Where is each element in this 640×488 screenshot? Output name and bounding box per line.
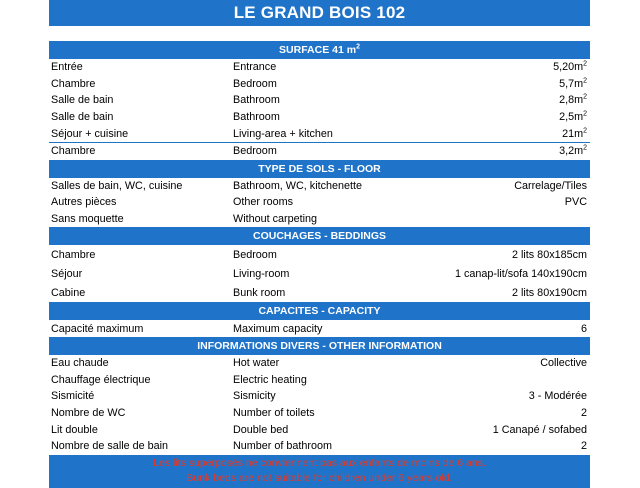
value-text: 5,20m: [553, 61, 584, 74]
value: Carrelage/Tiles: [514, 179, 587, 192]
label-en: Electric heating: [233, 373, 307, 386]
value-sup: 2: [583, 144, 587, 152]
label-en: Hot water: [233, 357, 280, 370]
value: 1 canap-lit/sofa 140x190cm: [454, 267, 587, 280]
label-fr: Chauffage électrique: [51, 373, 151, 386]
value: [559, 78, 587, 90]
label-en: Bathroom, WC, kitchenette: [233, 179, 363, 192]
label-fr: Eau chaude: [51, 357, 109, 370]
table-row: [49, 211, 590, 228]
surface-header-text: SURFACE 41 m: [279, 44, 357, 56]
label-en: Double bed: [233, 423, 289, 436]
label-fr: Chambre: [51, 77, 96, 90]
value: PVC: [564, 196, 587, 209]
property-sheet: [49, 41, 590, 488]
label-fr: Capacité maximum: [51, 322, 144, 335]
page-title: LE GRAND BOIS 102: [49, 0, 590, 26]
value: 1 Canapé / sofabed: [492, 423, 587, 436]
surface-header-sup: 2: [356, 43, 360, 51]
value: Collective: [540, 357, 587, 370]
table-row: [49, 388, 590, 405]
value: [559, 111, 587, 123]
value-sup: 2: [583, 60, 587, 68]
label-fr: Autres pièces: [51, 196, 117, 209]
label-en: Bathroom: [233, 111, 280, 124]
value-text: 2,8m: [559, 94, 584, 107]
value-text: 2,5m: [559, 111, 584, 124]
label-fr: Sismicité: [51, 390, 95, 403]
table-row: [49, 264, 590, 283]
value: 2 lits 80x185cm: [511, 248, 587, 261]
value: 2: [580, 407, 587, 420]
warning-text-fr: Les lits superposés ne conviennent pas aux enfants de moins de 6 ans.: [153, 456, 486, 469]
label-en: Number of bathroom: [233, 440, 333, 453]
section-header-capacity: CAPACITES - CAPACITY: [49, 302, 590, 320]
value: [559, 145, 587, 157]
label-en: Sismicity: [233, 390, 276, 403]
label-fr: Nombre de salle de bain: [51, 440, 169, 453]
label-fr: Séjour: [51, 267, 83, 280]
section-header-surface: [49, 41, 590, 59]
value: 6: [580, 322, 587, 335]
table-row: [49, 194, 590, 211]
table-row: [49, 405, 590, 422]
section-header-floor: TYPE DE SOLS - FLOOR: [49, 160, 590, 178]
table-row: [49, 178, 590, 195]
label-fr: Chambre: [51, 248, 96, 261]
label-fr: Séjour + cuisine: [51, 127, 129, 140]
label-en: Living-room: [233, 267, 290, 280]
label-en: Bedroom: [233, 145, 277, 158]
value-sup: 2: [583, 93, 587, 101]
value-text: 5,7m: [559, 77, 584, 90]
table-row: [49, 59, 590, 76]
value-sup: 2: [583, 110, 587, 118]
label-fr: Cabine: [51, 286, 86, 299]
table-row: [49, 421, 590, 438]
label-fr: Salle de bain: [51, 94, 114, 107]
table-row: [49, 283, 590, 302]
label-en: Other rooms: [233, 196, 293, 209]
section-header-other: INFORMATIONS DIVERS - OTHER INFORMATION: [49, 337, 590, 355]
section-header-beddings: COUCHAGES - BEDDINGS: [49, 227, 590, 245]
label-fr: Salle de bain: [51, 111, 114, 124]
table-row: [49, 142, 590, 160]
value: [562, 128, 587, 140]
label-fr: Entrée: [51, 61, 83, 74]
value-sup: 2: [583, 127, 587, 135]
label-en: Maximum capacity: [233, 322, 323, 335]
value: 2: [580, 440, 587, 453]
label-en: Bathroom: [233, 94, 280, 107]
table-row: [49, 320, 590, 337]
value-text: 3,2m: [559, 145, 584, 158]
table-row: [49, 125, 590, 142]
table-row: [49, 438, 590, 455]
label-fr: Chambre: [51, 145, 96, 158]
table-row: [49, 109, 590, 126]
label-fr: Salles de bain, WC, cuisine: [51, 179, 183, 192]
value: [559, 94, 587, 106]
value-text: 21m: [562, 127, 584, 140]
label-en: Living-area + kitchen: [233, 127, 333, 140]
label-en: Bunk room: [233, 286, 286, 299]
label-en: Entrance: [233, 61, 277, 74]
label-en: Number of toilets: [233, 407, 315, 420]
table-row: [49, 355, 590, 372]
value-sup: 2: [583, 77, 587, 85]
label-fr: Lit double: [51, 423, 98, 436]
warning-text-en: Bunk beds are not suitable for children under 6 years old.: [186, 471, 453, 484]
value: 2 lits 80x190cm: [511, 286, 587, 299]
label-fr: Sans moquette: [51, 213, 124, 226]
label-fr: Nombre de WC: [51, 407, 126, 420]
value: [553, 61, 587, 73]
table-row: [49, 245, 590, 264]
table-row: [49, 76, 590, 93]
table-row: [49, 92, 590, 109]
value: 3 - Modérée: [528, 390, 587, 403]
table-row: [49, 372, 590, 389]
label-en: Bedroom: [233, 248, 277, 261]
label-en: Without carpeting: [233, 213, 318, 226]
label-en: Bedroom: [233, 77, 277, 90]
bunk-bed-warning: [49, 455, 590, 488]
